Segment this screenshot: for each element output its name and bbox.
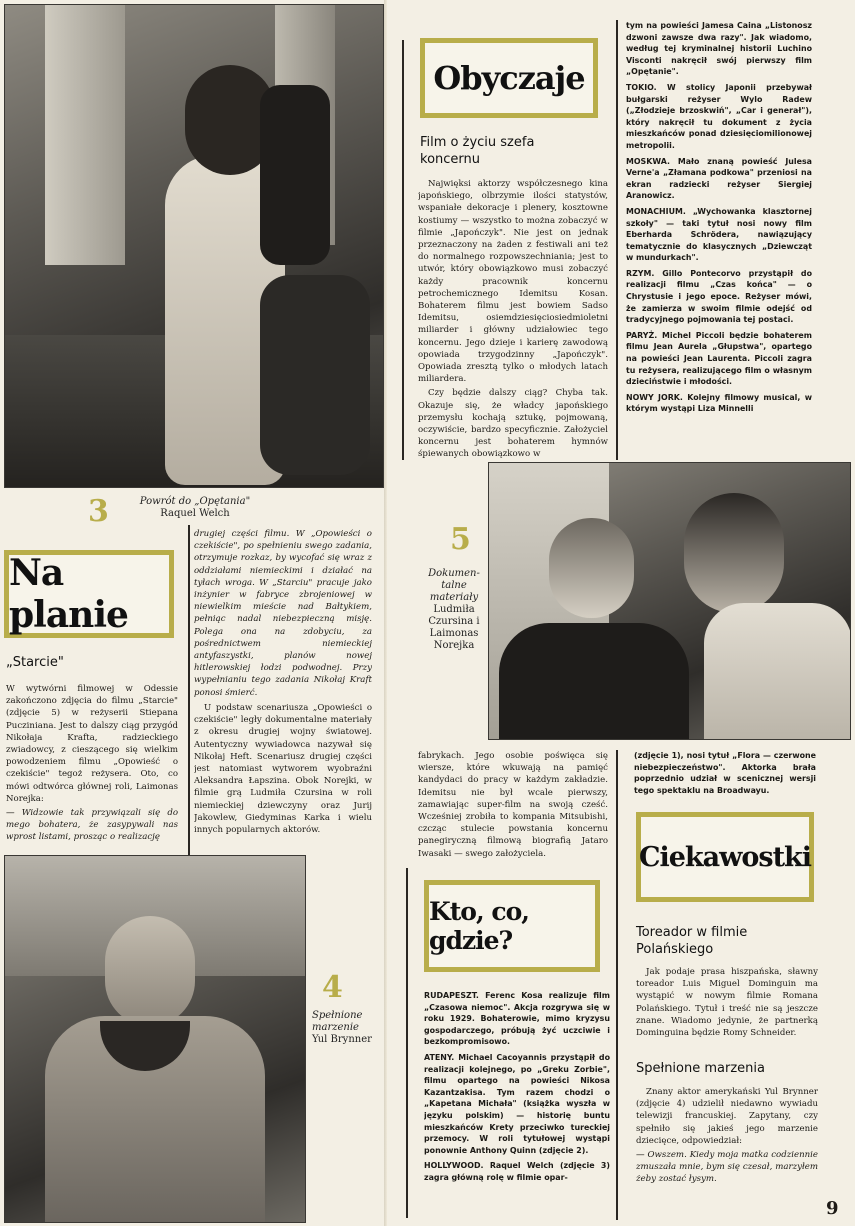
column-rule <box>406 868 408 1218</box>
ciekawostki-heading: Ciekawostki <box>636 812 814 902</box>
obyczaje-body-1: Najwięksi aktorzy współczesnego kina japońskiego, olbrzymie ilości statystów, wspaniałe dekoracje i plenery, kosztowne kostiumy — wszystko to można zobaczyć w filmie „Japończyk". Nie jest on jednak przeznaczony na żaden z festiwali ani też do normalnego rozpowszechniania; jest to utwór, który obowiązkowo musi zobaczyć każdy pracownik koncernu petrochemicznego Idemitsu Kosan. Bohaterem filmu jest bowiem Sadso Idemitsu, osiemdziesięciosiedmioletni miliarder i główny udziałowiec tego koncernu. Jego dzieje i karierę zawodową opowiada trzygodzinny „Japończyk". Opowiada zresztą tylko o młodych latach miliardera. <box>418 179 608 385</box>
photo-3-caption-name: Raquel Welch <box>160 508 230 519</box>
news-item: NOWY JORK. Kolejny filmowy musical, w którym wystąpi Liza Minnelli <box>626 392 812 414</box>
na-planie-heading: Na planie <box>4 550 174 638</box>
obyczaje-headline: Film o życiu szefa koncernu <box>420 135 535 167</box>
photo-starcie-still <box>488 462 851 740</box>
news-column-top <box>626 20 812 460</box>
kto-co-gdzie-column <box>424 990 610 1220</box>
page-fold <box>384 0 387 1226</box>
news-column-bottom <box>634 750 816 806</box>
news-item: ATENY. Michael Cacoyannis przystąpił do realizacji kolejnego, po „Greku Zorbie", filmu opartego na powieści Nikosa Kazantzakisa. Tym razem chodzi o „Kapetana Michała" (książka wyszła w języku polskim) — historię buntu mieszkańców Krety przeciwko tureckiej przemocy. W roli tytułowej wystąpi ponownie Anthony Quinn (zdjęcie 2). <box>424 1052 610 1155</box>
na-planie-column-1 <box>6 683 178 853</box>
column-rule <box>616 750 618 1220</box>
na-planie-body-2: U podstaw scenariusza „Opowieści o czekiście" legły dokumentalne materiały z okresu drugiej wojny światowej. Autentyczny wywiadowca nazywał się Nikołaj Heft. Scenariusz drugiej części jest natomiast wytworem wyobraźni Aleksandra Łapszina. Obok Norejki, w filmie grą Ludmiła Czursina w roli niemieckiej dziewczyny oraz Jurij Jakowlew, Giedyminas Karka i wielu innych popularnych aktorów. <box>194 703 372 836</box>
photo-5-caption-title: Dokumen- talne materiały <box>428 568 480 603</box>
page-number: 9 <box>826 1198 839 1219</box>
obyczaje-column-continued <box>418 750 608 862</box>
photo-3-caption <box>125 496 265 520</box>
obyczaje-column <box>418 178 608 458</box>
photo-5-caption <box>424 568 484 652</box>
news-item: MONACHIUM. „Wychowanka klasztornej szkoły" — taki tytuł nosi nowy film Eberharda Schrödera, nawiązujący tematycznie do klasycznych „Dziewcząt w mundurkach". <box>626 206 812 263</box>
photo-number-3: 3 <box>88 494 109 529</box>
na-planie-column-2 <box>194 702 372 852</box>
photo-number-4: 4 <box>322 970 343 1005</box>
news-item: HOLLYWOOD. Raquel Welch (zdjęcie 3) zagra główną rolę w filmie opar- <box>424 1161 610 1182</box>
spelnione-marzenia-headline: Spełnione marzenia <box>636 1061 765 1076</box>
news-item: PARYŻ. Michel Piccoli będzie bohaterem filmu Jean Aurela „Głupstwa", opartego na powieści Jean Laurenta. Piccoli zagra tu reżysera, realizującego film o własnym dzieciństwie i młodości. <box>626 330 812 387</box>
column-rule <box>402 40 404 460</box>
kto-co-gdzie-heading: Kto, co, gdzie? <box>424 880 600 972</box>
na-planie-quote-continued: drugiej części filmu. W „Opowieści o czekiście", po spełnieniu swego zadania, otrzymuje rozkaz, by wycofać się wraz z oddziałami niemieckimi i działać na tyłach wroga. W „Starciu" pracuje jako inżynier w fabryce zbrojeniowej w niewielkim mieście nad Bałtykiem, pełniąc nadal niebezpieczną misję. Polega ona na zdobyciu, za pośrednictwem niemieckiej antyfaszystki, planów nowej hitlerowskiej łodzi podwodnej. Przy wypełnianiu tego zadania Nikołaj Kraft ponosi śmierć. <box>194 529 372 698</box>
spelnione-marzenia-body: Znany aktor amerykański Yul Brynner (zdjęcie 4) udzielił niedawno wywiadu telewizji francuskiej. Zapytany, czy spełniło się jakieś jego marzenie dziecięce, odpowiedział: <box>636 1087 818 1146</box>
spelnione-marzenia-column <box>636 1086 818 1220</box>
photo-yul-brynner <box>4 855 306 1223</box>
ciekawostki-column <box>636 966 818 1046</box>
obyczaje-body-2: Czy będzie dalszy ciąg? Chyba tak. Okazuje się, że władcy japońskiego przemysłu kochają sztukę, pojmowaną, oczywiście, bardzo specyficznie. Założyciel koncernu jest bohaterem hymnów śpiewanych obowiązkowo w <box>418 388 608 458</box>
photo-4-caption-name: Yul Brynner <box>312 1034 372 1045</box>
photo-3-caption-title: Powrót do „Opętania" <box>139 496 251 507</box>
news-item: RUDAPESZT. Ferenc Kosa realizuje film „Czasowa niemoc". Akcja rozgrywa się w roku 1929. Bohaterowie, mimo kryzysu gospodarczego, próbują żyć uczciwie i bezkompromisowo. <box>424 991 610 1047</box>
photo-raquel-welch <box>4 4 384 488</box>
column-rule <box>188 525 190 855</box>
photo-4-caption-title: Spełnione marzenie <box>312 1010 363 1033</box>
column-rule <box>616 20 618 460</box>
spelnione-marzenia-quote: — Owszem. Kiedy moja matka codziennie zmuszała mnie, bym się czesał, marzyłem żeby zostać łysym. <box>636 1150 818 1185</box>
news-item: (zdjęcie 1), nosi tytuł „Flora — czerwone niebezpieczeństwo". Aktorka brała poprzednio udział w scenicznej wersji tego spektaklu na Broadwayu. <box>634 751 816 795</box>
na-planie-quote-start: — Widzowie tak przywiązali się do mego bohatera, że zasypywali nas wprost listami, prosząc o realizację <box>6 808 178 843</box>
ciekawostki-headline: Toreador w filmie Polańskiego <box>636 925 748 957</box>
news-item: TOKIO. W stolicy Japonii przebywał bułgarski reżyser Wylo Radew („Złodzieje brzoskwiń", „Car i generał"), który nakręcił tu dokument z życia mieszkańców ponad dziesięciomilionowej metropolii. <box>626 82 812 150</box>
obyczaje-heading: Obyczaje <box>420 38 598 118</box>
news-item: MOSKWA. Mało znaną powieść Julesa Verne'a „Złamana podkowa" przeniosi na ekran radziecki reżyser Siergiej Aranowicz. <box>626 156 812 201</box>
ciekawostki-body: Jak podaje prasa hiszpańska, sławny toreador Luis Miguel Dominguin ma wystąpić w nowym filmie Romana Polańskiego. Tytuł i treść nie są jeszcze znane. Wiadomo jedynie, że partnerką Dominguina będzie Romy Schneider. <box>636 967 818 1039</box>
na-planie-body: W wytwórni filmowej w Odessie zakończono zdjęcia do filmu „Starcie" (zdjęcie 5) w reżyserii Stiepana Pucziniana. Jest to dalszy ciąg przygód Nikołaja Krafta, radzieckiego zwiadowcy, z cieszącego się wielkim powodzeniem filmu „Opowieść o czekiście" tegoż reżysera. Oto, co mówi odtwórca głównej roli, Laimonas Norejka: <box>6 684 178 804</box>
news-item: tym na powieści Jamesa Caina „Listonosz dzwoni zawsze dwa razy". Jak wiadomo, według tej kryminalnej historii Luchino Visconti nakręcił swój pierwszy film „Opętanie". <box>626 21 812 77</box>
starcie-headline: „Starcie" <box>6 655 64 670</box>
photo-number-5: 5 <box>450 522 471 557</box>
news-item: RZYM. Gillo Pontecorvo przystąpił do realizacji filmu „Czas końca" — o Chrystusie i jego epoce. Reżyser mówi, że zamierza w swoim filmie odejść od tradycyjnego pojmowania tej postaci. <box>626 268 812 325</box>
photo-5-caption-name: Ludmiła Czursina i Laimonas Norejka <box>428 604 480 651</box>
obyczaje-body-3: fabrykach. Jego osobie poświęca się wiersze, które wkuwają na pamięć kandydaci do pracy w każdym zakładzie. Idemitsu nie był wcale pierwszy, zamawiając super-film na swoją cześć. Wcześniej zrobiła to kompania Mitsubishi, czcząc stulecie powstania koncernu panegiryczną filmową biografią Jataro Iwasaki — swego założyciela. <box>418 751 608 859</box>
photo-4-caption <box>312 1010 382 1046</box>
